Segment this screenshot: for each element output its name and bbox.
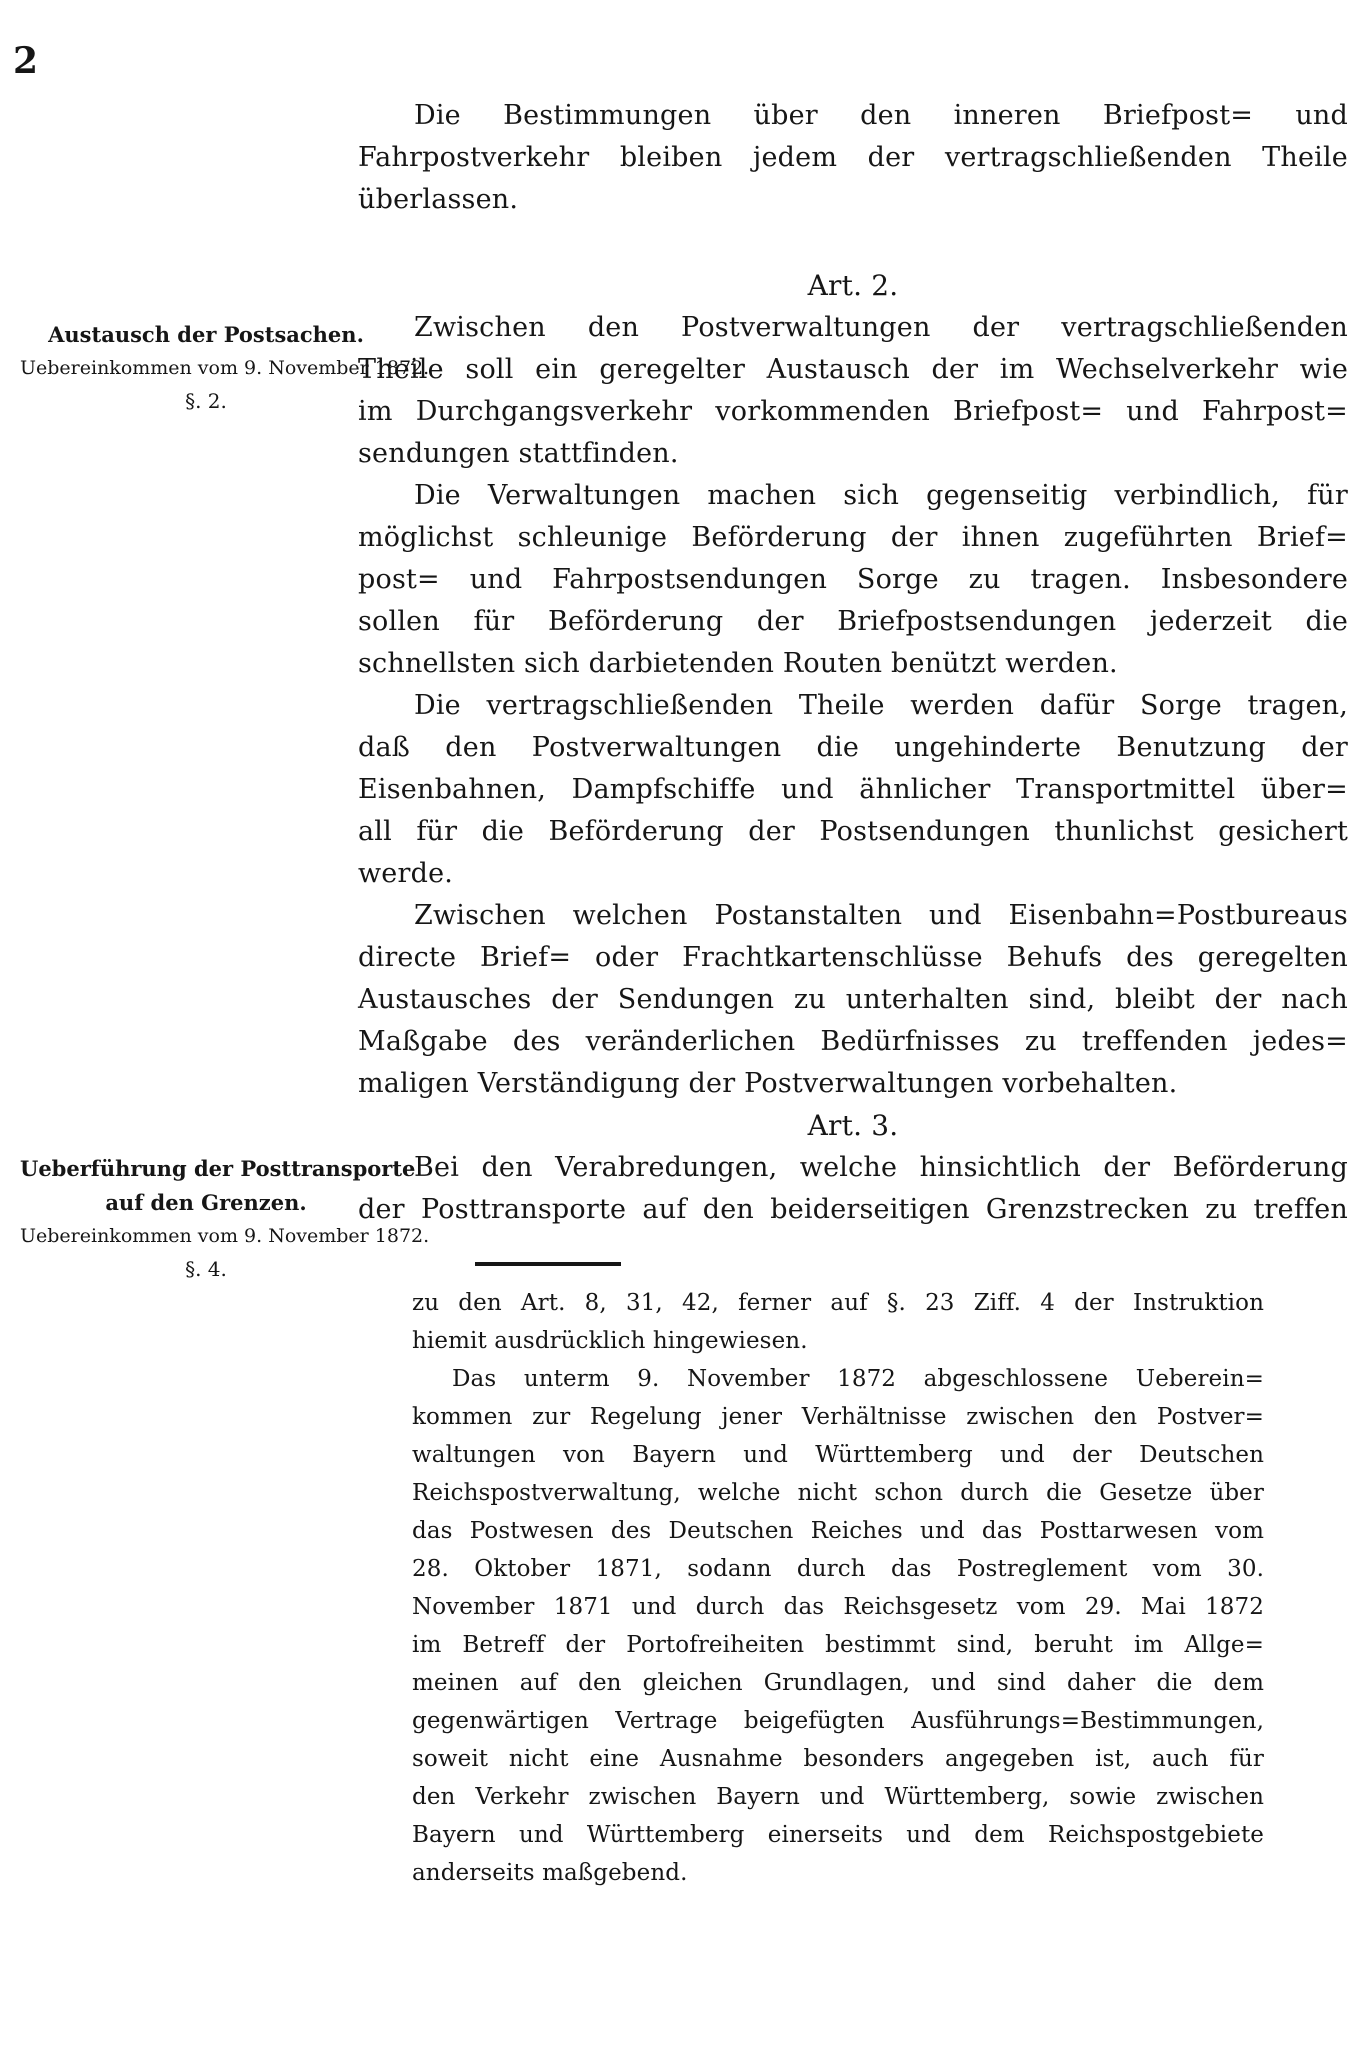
- text-line: Reichspostverwaltung, welche nicht schon durch die Gesetze über: [412, 1480, 1264, 1506]
- text-line: meinen auf den gleichen Grundlagen, und sind daher die dem: [412, 1670, 1264, 1696]
- footnote-paragraph-continued: [412, 1284, 1264, 1360]
- text-line: Die vertragschließenden Theile werden dafür Sorge tragen,: [414, 690, 1348, 721]
- text-line: sollen für Beförderung der Briefpostsendungen jederzeit die: [358, 606, 1348, 637]
- article-heading-3: Art. 3.: [807, 1109, 899, 1142]
- paragraph-art2-1: [358, 307, 1348, 475]
- text-line: gegenwärtigen Vertrage beigefügten Ausführungs=Bestimmungen,: [412, 1708, 1264, 1734]
- margin-note-meta: Uebereinkommen vom 9. November 1872.: [20, 1225, 430, 1247]
- text-line: Das unterm 9. November 1872 abgeschlossene Ueberein=: [452, 1366, 1264, 1392]
- paragraph-art2-4: [358, 895, 1348, 1105]
- margin-note-meta: Uebereinkommen vom 9. November 1872.: [20, 357, 430, 379]
- margin-note-heading: Austausch der Postsachen.: [48, 322, 364, 347]
- text-line: post= und Fahrpostsendungen Sorge zu tragen. Insbesondere: [358, 564, 1348, 595]
- text-line: möglichst schleunige Beförderung der ihnen zugeführten Brief=: [358, 522, 1348, 553]
- paragraph-art2-3: [358, 685, 1348, 895]
- paragraph-art2-2: [358, 475, 1348, 685]
- text-line: directe Brief= oder Frachtkartenschlüsse Behufs des geregelten: [358, 942, 1348, 973]
- text-line: maligen Verständigung der Postverwaltungen vorbehalten.: [358, 1068, 1178, 1099]
- text-line: im Betreff der Portofreiheiten bestimmt sind, beruht im Allge=: [412, 1632, 1264, 1658]
- margin-note-section: §. 4.: [185, 1257, 227, 1281]
- article-heading-2: Art. 2.: [807, 269, 899, 302]
- text-line: den Verkehr zwischen Bayern und Württemberg, sowie zwischen: [412, 1784, 1264, 1810]
- text-line: der Posttransporte auf den beiderseitigen Grenzstrecken zu treffen: [358, 1194, 1348, 1225]
- text-line: soweit nicht eine Ausnahme besonders angegeben ist, auch für: [412, 1746, 1264, 1772]
- text-line: überlassen.: [358, 184, 519, 215]
- text-line: 28. Oktober 1871, sodann durch das Postreglement vom 30.: [412, 1556, 1264, 1582]
- text-line: schnellsten sich darbietenden Routen benützt werden.: [358, 648, 1118, 679]
- paragraph-intro: [358, 95, 1348, 221]
- margin-note-heading: auf den Grenzen.: [105, 1190, 307, 1215]
- text-line: Maßgabe des veränderlichen Bedürfnisses zu treffenden jedes=: [358, 1026, 1348, 1057]
- main-text-column: [358, 95, 1348, 1231]
- text-line: kommen zur Regelung jener Verhältnisse zwischen den Postver=: [412, 1404, 1264, 1430]
- margin-note-art3: [20, 1152, 430, 1286]
- footnote-separator-rule: [475, 1262, 621, 1266]
- footnote-paragraph-uebereinkommen: [412, 1360, 1264, 1892]
- text-line: Bayern und Württemberg einerseits und dem Reichspostgebiete: [412, 1822, 1264, 1848]
- text-line: daß den Postverwaltungen die ungehinderte Benutzung der: [358, 732, 1348, 763]
- text-line: Die Bestimmungen über den inneren Briefpost= und: [414, 100, 1348, 131]
- text-line: das Postwesen des Deutschen Reiches und das Posttarwesen vom: [412, 1518, 1264, 1544]
- page-number: 2: [13, 40, 39, 82]
- margin-note-art2: [20, 318, 430, 418]
- text-line: hiemit ausdrücklich hingewiesen.: [412, 1328, 808, 1354]
- margin-note-heading: Ueberführung der Posttransporte: [20, 1156, 416, 1181]
- text-line: Zwischen den Postverwaltungen der vertragschließenden: [414, 312, 1348, 343]
- paragraph-art3-1: [358, 1147, 1348, 1231]
- text-line: Theile soll ein geregelter Austausch der im Wechselverkehr wie: [358, 354, 1348, 385]
- footnote-block: [412, 1284, 1264, 1892]
- text-line: sendungen stattfinden.: [358, 438, 679, 469]
- text-line: Austausches der Sendungen zu unterhalten sind, bleibt der nach: [358, 984, 1348, 1015]
- text-line: all für die Beförderung der Postsendungen thunlichst gesichert: [358, 816, 1348, 847]
- text-line: waltungen von Bayern und Württemberg und der Deutschen: [412, 1442, 1264, 1468]
- text-line: Bei den Verabredungen, welche hinsichtlich der Beförderung: [414, 1152, 1348, 1183]
- text-line: Eisenbahnen, Dampfschiffe und ähnlicher Transportmittel über=: [358, 774, 1348, 805]
- text-line: November 1871 und durch das Reichsgesetz vom 29. Mai 1872: [412, 1594, 1264, 1620]
- text-line: im Durchgangsverkehr vorkommenden Briefpost= und Fahrpost=: [358, 396, 1348, 427]
- text-line: Die Verwaltungen machen sich gegenseitig verbindlich, für: [414, 480, 1348, 511]
- text-line: zu den Art. 8, 31, 42, ferner auf §. 23 Ziff. 4 der Instruktion: [412, 1290, 1264, 1316]
- text-line: anderseits maßgebend.: [412, 1860, 688, 1886]
- text-line: werde.: [358, 858, 454, 889]
- text-line: Zwischen welchen Postanstalten und Eisenbahn=Postbureaus: [414, 900, 1348, 931]
- margin-note-section: §. 2.: [185, 389, 227, 413]
- text-line: Fahrpostverkehr bleiben jedem der vertragschließenden Theile: [358, 142, 1348, 173]
